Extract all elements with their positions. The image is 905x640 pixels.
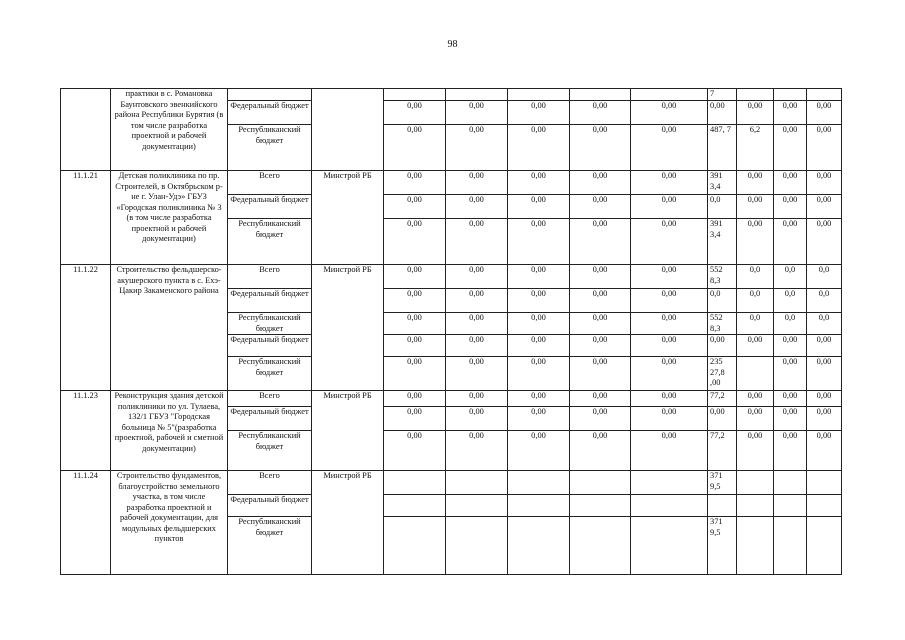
value-cell <box>807 495 842 517</box>
table-row <box>61 265 842 289</box>
value-cell <box>446 89 508 101</box>
value-cell: 0,00 <box>807 219 842 265</box>
funding-source-cell: Республиканский бюджет <box>228 357 312 391</box>
value-cell: 0,00 <box>446 265 508 289</box>
value-cell: 0,00 <box>384 219 446 265</box>
value-cell: 0,00 <box>446 391 508 407</box>
value-cell <box>631 517 708 575</box>
value-cell <box>774 517 807 575</box>
value-cell: 0,00 <box>384 391 446 407</box>
value-cell: 0,00 <box>631 171 708 195</box>
value-cell <box>384 517 446 575</box>
value-cell: 0,00 <box>570 313 631 335</box>
executor-cell: Минстрой РБ <box>312 265 384 391</box>
value-cell: 552 8,3 <box>708 265 737 289</box>
value-cell <box>446 495 508 517</box>
value-cell: 0,00 <box>570 335 631 357</box>
value-cell: 0,00 <box>570 407 631 431</box>
value-cell: 0,00 <box>508 391 570 407</box>
value-cell: 0,00 <box>384 335 446 357</box>
value-cell <box>774 471 807 495</box>
funding-source-cell: Республиканский бюджет <box>228 431 312 471</box>
value-cell: 0,00 <box>774 431 807 471</box>
value-cell <box>570 471 631 495</box>
value-cell <box>807 89 842 101</box>
value-cell: 0,00 <box>774 101 807 125</box>
value-cell: 0,00 <box>384 407 446 431</box>
table-row <box>61 171 842 195</box>
value-cell: 0,00 <box>446 195 508 219</box>
executor-cell: Минстрой РБ <box>312 171 384 265</box>
value-cell: 0,00 <box>708 335 737 357</box>
value-cell: 0,00 <box>508 357 570 391</box>
value-cell <box>737 495 774 517</box>
value-cell: 0,00 <box>774 125 807 171</box>
value-cell: 0,00 <box>708 407 737 431</box>
funding-source-cell: Республиканский бюджет <box>228 313 312 335</box>
value-cell: 0,00 <box>446 101 508 125</box>
value-cell <box>508 89 570 101</box>
value-cell: 0,00 <box>508 125 570 171</box>
value-cell: 0,00 <box>446 407 508 431</box>
funding-source-cell: Всего <box>228 171 312 195</box>
value-cell: 0,00 <box>570 357 631 391</box>
value-cell: 0,00 <box>631 219 708 265</box>
value-cell: 0,00 <box>570 171 631 195</box>
value-cell: 0,0 <box>774 265 807 289</box>
value-cell: 0,00 <box>446 335 508 357</box>
value-cell: 0,00 <box>384 357 446 391</box>
value-cell: 0,00 <box>807 195 842 219</box>
item-description-cell: Реконструкция здания детской поликлиники по ул. Тулаева, 132/1 ГБУЗ "Городская больница № 5"(разработка проектной, рабочей и сметной документации) <box>111 391 228 471</box>
value-cell: 0,00 <box>384 195 446 219</box>
value-cell: 0,00 <box>737 431 774 471</box>
value-cell: 0,0 <box>807 289 842 313</box>
value-cell: 0,00 <box>384 125 446 171</box>
value-cell: 0,0 <box>807 265 842 289</box>
funding-source-cell: Всего <box>228 471 312 495</box>
funding-source-cell <box>228 89 312 101</box>
value-cell: 0,00 <box>446 171 508 195</box>
value-cell: 0,00 <box>446 219 508 265</box>
funding-source-cell: Федеральный бюджет <box>228 101 312 125</box>
value-cell: 0,00 <box>570 101 631 125</box>
value-cell: 0,00 <box>774 195 807 219</box>
value-cell: 0,0 <box>708 289 737 313</box>
value-cell: 0,00 <box>446 125 508 171</box>
value-cell <box>631 89 708 101</box>
table-row <box>61 391 842 407</box>
value-cell <box>446 471 508 495</box>
value-cell: 0,00 <box>631 125 708 171</box>
funding-source-cell: Республиканский бюджет <box>228 219 312 265</box>
value-cell <box>570 495 631 517</box>
funding-source-cell: Федеральный бюджет <box>228 195 312 219</box>
value-cell: 0,00 <box>631 289 708 313</box>
value-cell: 0,00 <box>570 125 631 171</box>
item-description-cell: Строительство фундаментов, благоустройство земельного участка, в том числе разработка проектной и рабочей документации, для модульных фельдшерских пунктов <box>111 471 228 575</box>
table-row <box>61 89 842 101</box>
value-cell <box>508 495 570 517</box>
value-cell: 0,00 <box>774 407 807 431</box>
funding-source-cell: Федеральный бюджет <box>228 407 312 431</box>
value-cell: 77,2 <box>708 391 737 407</box>
item-description-cell: Строительство фельдшерско-акушерского пункта в с. Ехэ-Цакир Закаменского района <box>111 265 228 391</box>
item-code-cell: 11.1.22 <box>61 265 111 391</box>
value-cell: 487, 7 <box>708 125 737 171</box>
value-cell: 0,00 <box>508 289 570 313</box>
value-cell: 0,00 <box>737 171 774 195</box>
value-cell: 0,00 <box>446 313 508 335</box>
value-cell: 0,00 <box>508 313 570 335</box>
value-cell: 0,0 <box>737 265 774 289</box>
value-cell <box>384 471 446 495</box>
value-cell: 0,0 <box>807 313 842 335</box>
table-row <box>61 471 842 495</box>
value-cell <box>774 495 807 517</box>
item-code-cell: 11.1.23 <box>61 391 111 471</box>
value-cell: 0,00 <box>570 391 631 407</box>
value-cell: 371 9,5 <box>708 517 737 575</box>
value-cell: 0,00 <box>508 101 570 125</box>
value-cell: 77,2 <box>708 431 737 471</box>
value-cell: 0,00 <box>570 195 631 219</box>
value-cell: 0,00 <box>570 289 631 313</box>
executor-cell: Минстрой РБ <box>312 471 384 575</box>
value-cell: 0,00 <box>737 335 774 357</box>
value-cell <box>708 495 737 517</box>
funding-source-cell: Всего <box>228 391 312 407</box>
value-cell <box>570 89 631 101</box>
value-cell: 0,00 <box>807 125 842 171</box>
funding-source-cell: Федеральный бюджет <box>228 335 312 357</box>
value-cell <box>384 89 446 101</box>
value-cell: 0,0 <box>737 289 774 313</box>
value-cell: 0,00 <box>446 289 508 313</box>
value-cell: 0,00 <box>570 431 631 471</box>
value-cell: 0,00 <box>631 335 708 357</box>
value-cell: 0,00 <box>508 431 570 471</box>
value-cell: 0,00 <box>570 265 631 289</box>
value-cell: 0,00 <box>508 407 570 431</box>
value-cell: 0,00 <box>508 335 570 357</box>
value-cell: 0,00 <box>384 265 446 289</box>
value-cell: 0,00 <box>774 335 807 357</box>
value-cell <box>807 517 842 575</box>
value-cell <box>570 517 631 575</box>
value-cell: 0,00 <box>737 391 774 407</box>
value-cell: 0,00 <box>508 265 570 289</box>
value-cell: 391 3,4 <box>708 171 737 195</box>
value-cell: 0,00 <box>508 195 570 219</box>
value-cell: 0,00 <box>631 431 708 471</box>
value-cell: 0,00 <box>774 357 807 391</box>
value-cell <box>508 517 570 575</box>
value-cell: 0,0 <box>774 313 807 335</box>
item-code-cell: 11.1.24 <box>61 471 111 575</box>
value-cell: 0,00 <box>631 313 708 335</box>
value-cell: 0,00 <box>737 407 774 431</box>
value-cell: 0,00 <box>384 431 446 471</box>
value-cell: 0,00 <box>737 219 774 265</box>
value-cell: 0,0 <box>737 313 774 335</box>
value-cell: 552 8,3 <box>708 313 737 335</box>
value-cell <box>737 357 774 391</box>
executor-cell <box>312 89 384 171</box>
funding-source-cell: Федеральный бюджет <box>228 495 312 517</box>
value-cell: 0,00 <box>774 171 807 195</box>
value-cell <box>737 471 774 495</box>
value-cell: 0,00 <box>384 289 446 313</box>
value-cell: 0,00 <box>807 101 842 125</box>
value-cell: 0,00 <box>807 407 842 431</box>
value-cell: 0,00 <box>446 431 508 471</box>
value-cell: 0,0 <box>774 289 807 313</box>
value-cell: 0,00 <box>631 101 708 125</box>
item-description-cell: практики в с. Романовка Баунтовского эвенкийского района Республики Бурятия (в том числе разработка проектной и рабочей документации) <box>111 89 228 171</box>
value-cell: 0,00 <box>384 313 446 335</box>
value-cell: 0,00 <box>631 195 708 219</box>
value-cell <box>807 471 842 495</box>
value-cell <box>631 495 708 517</box>
value-cell: 0,00 <box>807 431 842 471</box>
item-code-cell: 11.1.21 <box>61 171 111 265</box>
value-cell <box>737 89 774 101</box>
item-description-cell: Детская поликлиника по пр. Строителей, в Октябрьском р-не г. Улан-Удэ» ГБУЗ «Городская поликлиника № 3 (в том числе разработка проектной и рабочей документации) <box>111 171 228 265</box>
value-cell: 0,00 <box>631 265 708 289</box>
funding-source-cell: Республиканский бюджет <box>228 517 312 575</box>
value-cell <box>508 471 570 495</box>
value-cell: 0,00 <box>737 101 774 125</box>
value-cell: 0,00 <box>708 101 737 125</box>
funding-source-cell: Федеральный бюджет <box>228 289 312 313</box>
value-cell: 0,00 <box>807 171 842 195</box>
value-cell <box>737 517 774 575</box>
value-cell: 7 <box>708 89 737 101</box>
value-cell: 0,00 <box>508 171 570 195</box>
funding-source-cell: Всего <box>228 265 312 289</box>
value-cell: 0,00 <box>508 219 570 265</box>
value-cell: 0,00 <box>737 195 774 219</box>
value-cell <box>384 495 446 517</box>
value-cell: 0,00 <box>631 407 708 431</box>
value-cell: 0,00 <box>807 335 842 357</box>
budget-table <box>60 88 842 575</box>
value-cell: 235 27,8 ,00 <box>708 357 737 391</box>
value-cell: 6,2 <box>737 125 774 171</box>
value-cell <box>446 517 508 575</box>
value-cell: 0,00 <box>631 357 708 391</box>
executor-cell: Минстрой РБ <box>312 391 384 471</box>
value-cell <box>774 89 807 101</box>
value-cell: 0,00 <box>774 219 807 265</box>
item-code-cell <box>61 89 111 171</box>
value-cell: 0,00 <box>570 219 631 265</box>
value-cell: 0,00 <box>384 171 446 195</box>
value-cell: 0,00 <box>446 357 508 391</box>
value-cell <box>631 471 708 495</box>
value-cell: 0,00 <box>384 101 446 125</box>
value-cell: 391 3,4 <box>708 219 737 265</box>
value-cell: 371 9,5 <box>708 471 737 495</box>
value-cell: 0,0 <box>708 195 737 219</box>
value-cell: 0,00 <box>774 391 807 407</box>
funding-source-cell: Республиканский бюджет <box>228 125 312 171</box>
value-cell: 0,00 <box>807 357 842 391</box>
page-number: 98 <box>447 39 458 50</box>
value-cell: 0,00 <box>631 391 708 407</box>
value-cell: 0,00 <box>807 391 842 407</box>
